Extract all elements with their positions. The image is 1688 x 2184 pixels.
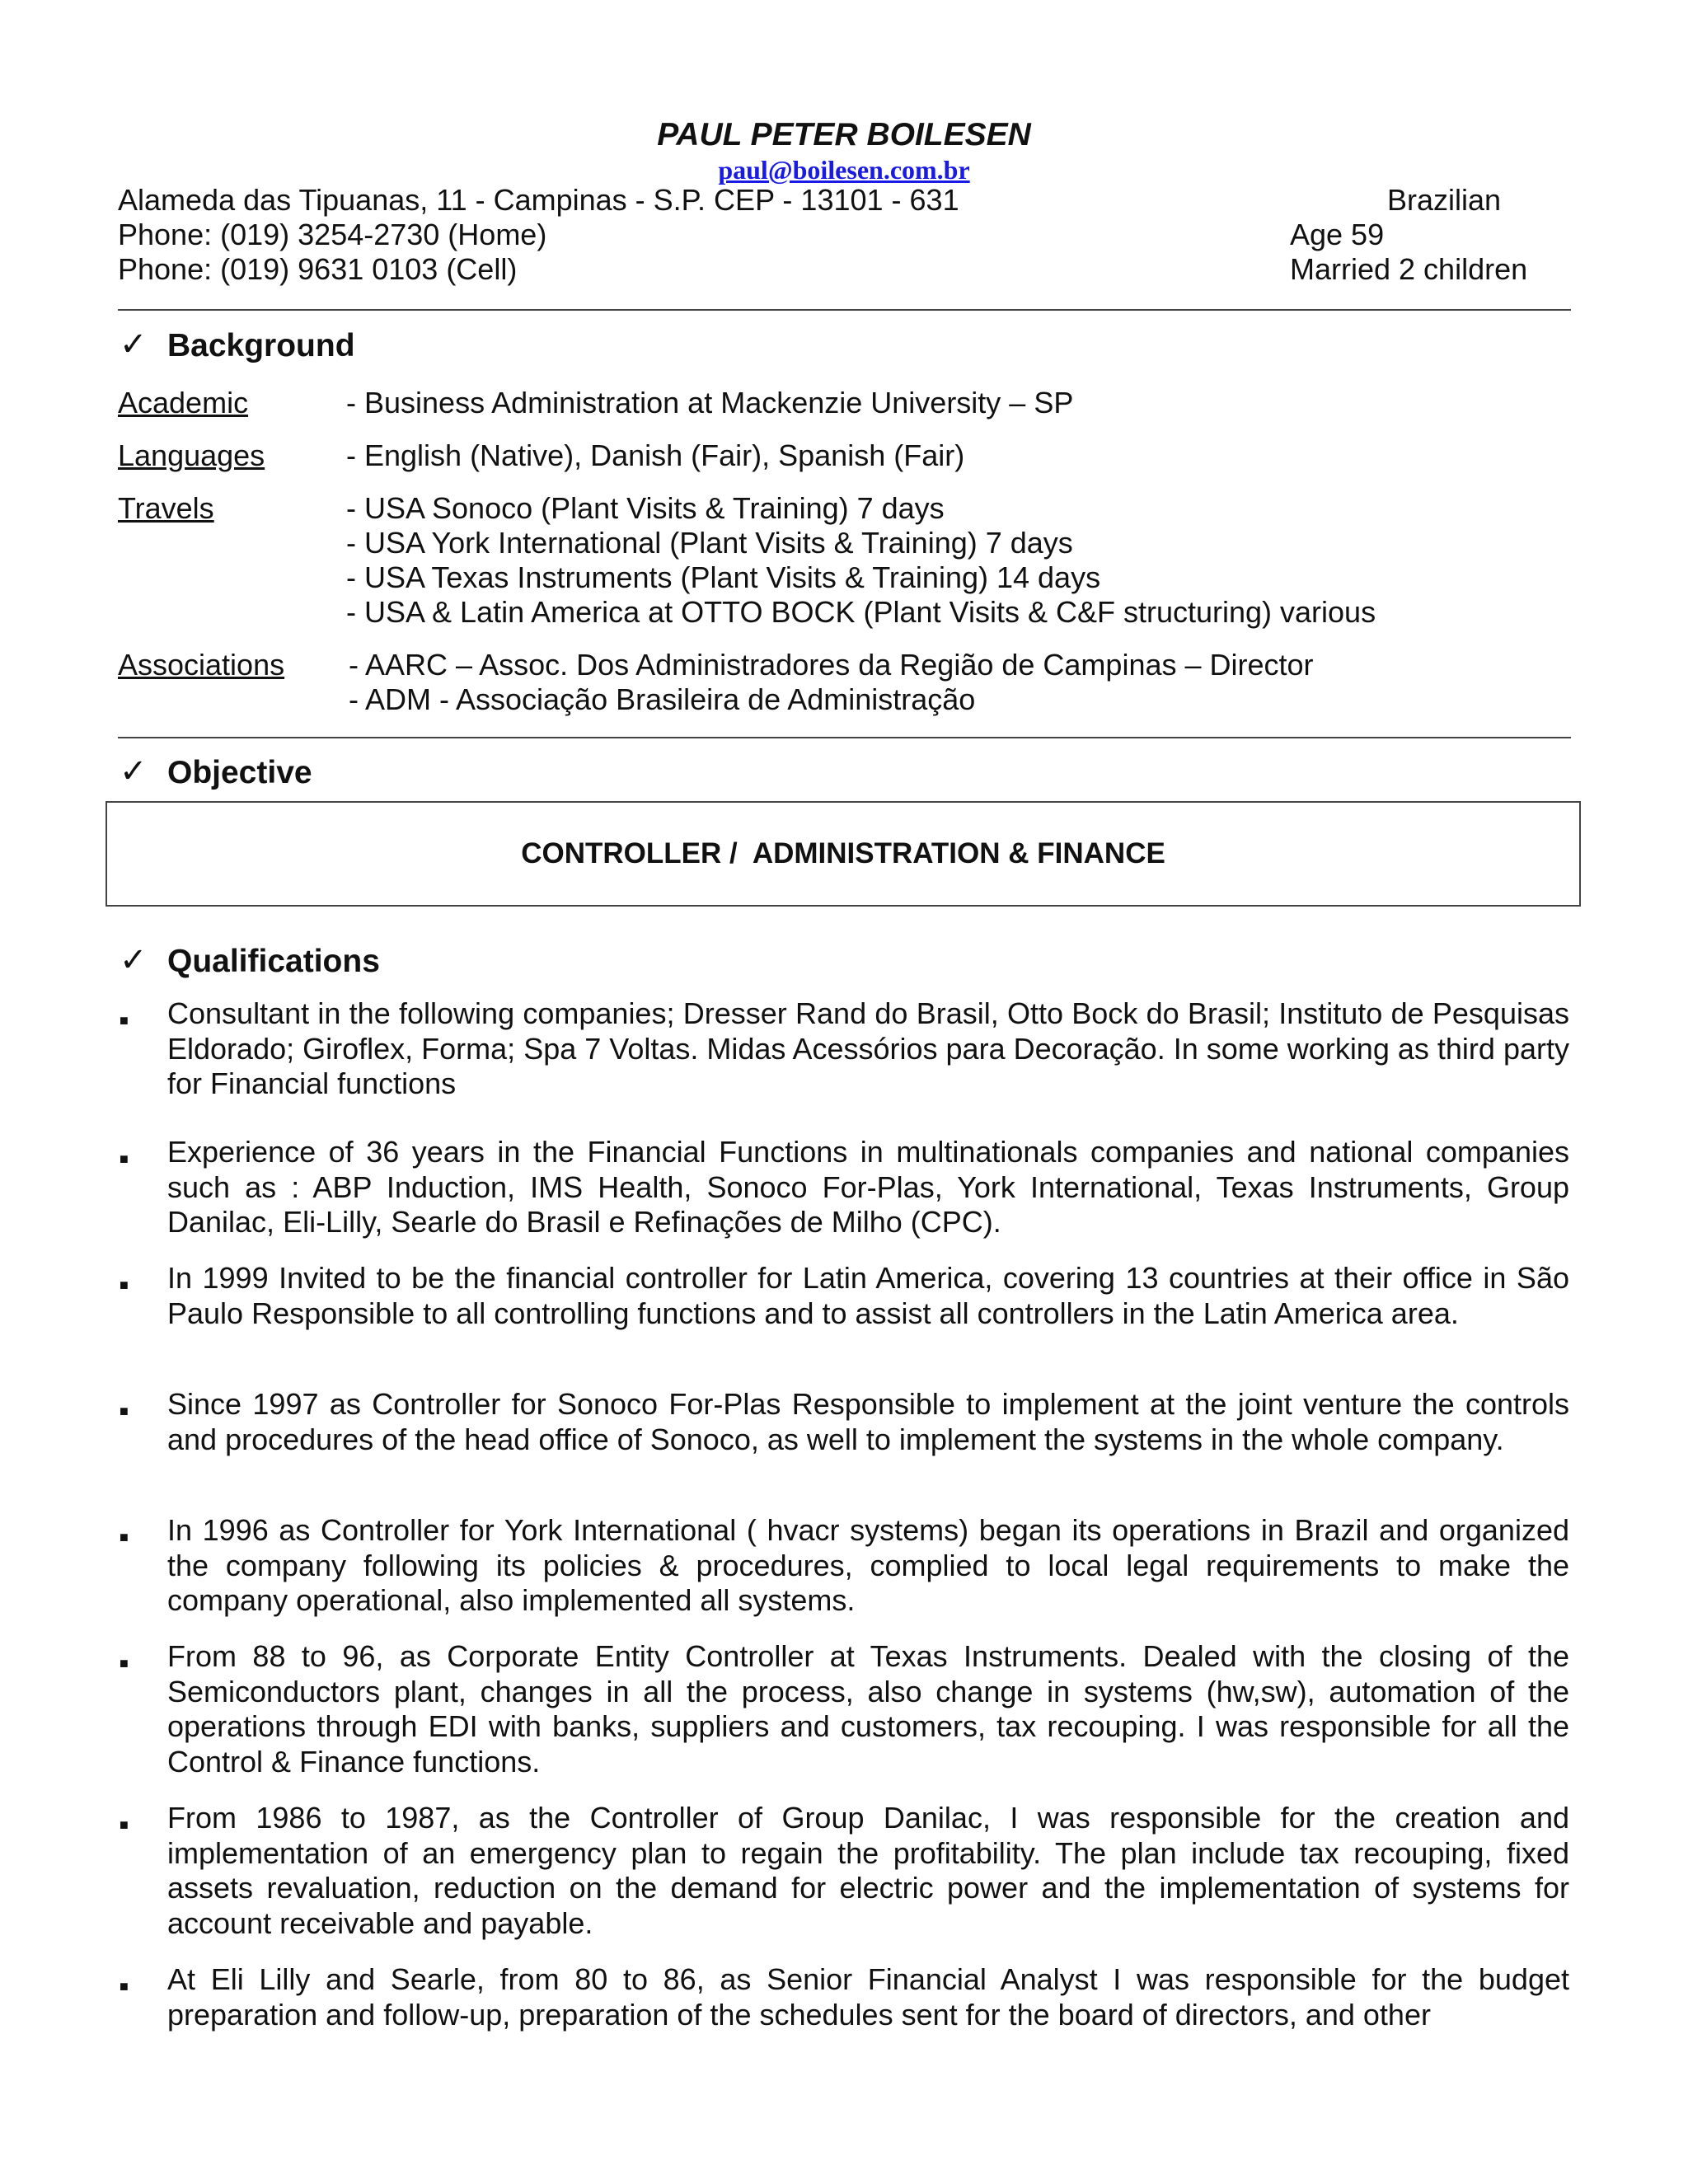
objective-box [106, 801, 1581, 907]
travel-line: - USA & Latin America at OTTO BOCK (Plant Visits & C&F structuring) various [346, 595, 1376, 629]
travel-line: - USA Sonoco (Plant Visits & Training) 7 days [346, 491, 945, 525]
qualification-item: In 1999 Invited to be the financial controller for Latin America, covering 13 countries at their office in São Paulo Responsible to all controlling functions and to assist all controllers in the Latin America area. [167, 1261, 1569, 1330]
bullet-icon: ■ [120, 1978, 129, 1994]
qualification-item: Experience of 36 years in the Financial Functions in multinationals companies and national companies such as : ABP Induction, IMS Health, Sonoco For-Plas, York International, Texas Instruments, Group Danilac, Eli-Lilly, Searle do Brasil e Refinações de Milho (CPC). [167, 1135, 1569, 1239]
check-icon: ✓ [120, 753, 148, 790]
academic-line: - Business Administration at Mackenzie University – SP [346, 386, 1074, 419]
travels-label: Travels [118, 491, 214, 525]
associations-label: Associations [118, 648, 285, 682]
objective-title: Objective [167, 755, 312, 790]
qualifications-title: Qualifications [167, 944, 380, 979]
divider [118, 737, 1571, 738]
phone-cell: Phone: (019) 9631 0103 (Cell) [118, 252, 518, 286]
age: Age 59 [1290, 218, 1385, 251]
address: Alameda das Tipuanas, 11 - Campinas - S.P. CEP - 13101 - 631 [118, 183, 959, 217]
divider [118, 309, 1571, 311]
bullet-icon: ■ [120, 1403, 129, 1419]
qualification-item: In 1996 as Controller for York International ( hvacr systems) began its operations in Brazil and organized the company following its policies & procedures, complied to local legal requirements to make the company operational, also implemented all systems. [167, 1513, 1569, 1617]
bullet-icon: ■ [120, 1277, 129, 1293]
bullet-icon: ■ [120, 1012, 129, 1029]
bullet-icon: ■ [120, 1529, 129, 1545]
marital-status: Married 2 children [1290, 252, 1528, 286]
objective-text: CONTROLLER / ADMINISTRATION & FINANCE [521, 837, 1165, 869]
resume-name: PAUL PETER BOILESEN [657, 117, 1031, 152]
qualification-item: From 88 to 96, as Corporate Entity Controller at Texas Instruments. Dealed with the closing of the Semiconductors plant, changes in all the process, also change in systems (hw,sw), automation of the operations through EDI with banks, suppliers and customers, tax recouping. I was responsible for all the Control & Finance functions. [167, 1639, 1569, 1779]
check-icon: ✓ [120, 942, 148, 978]
travel-line: - USA Texas Instruments (Plant Visits & Training) 14 days [346, 560, 1101, 594]
qualification-item: Consultant in the following companies; Dresser Rand do Brasil, Otto Bock do Brasil; Instituto de Pesquisas Eldorado; Giroflex, Forma; Spa 7 Voltas. Midas Acessórios para Decoração. In some working as third party for Financial functions [167, 996, 1569, 1100]
association-line: - AARC – Assoc. Dos Administradores da Região de Campinas – Director [349, 648, 1314, 682]
check-icon: ✓ [120, 326, 148, 363]
qualification-item: At Eli Lilly and Searle, from 80 to 86, as Senior Financial Analyst I was responsible for the budget preparation and follow-up, preparation of the schedules sent for the board of directors, and other [167, 1962, 1569, 2032]
email-link[interactable]: paul@boilesen.com.br [718, 155, 970, 185]
background-title: Background [167, 328, 355, 363]
association-line: - ADM - Associação Brasileira de Administração [349, 682, 976, 716]
bullet-icon: ■ [120, 1816, 129, 1833]
languages-label: Languages [118, 438, 265, 472]
nationality: Brazilian [1387, 183, 1502, 217]
languages-line: - English (Native), Danish (Fair), Spanish (Fair) [346, 438, 965, 472]
travel-line: - USA York International (Plant Visits & Training) 7 days [346, 526, 1073, 560]
academic-label: Academic [118, 386, 249, 419]
bullet-icon: ■ [120, 1151, 129, 1167]
bullet-icon: ■ [120, 1655, 129, 1671]
qualification-item: Since 1997 as Controller for Sonoco For-Plas Responsible to implement at the joint venture the controls and procedures of the head office of Sonoco, as well to implement the systems in the whole company. [167, 1387, 1569, 1456]
phone-home: Phone: (019) 3254-2730 (Home) [118, 218, 547, 251]
qualification-item: From 1986 to 1987, as the Controller of Group Danilac, I was responsible for the creation and implementation of an emergency plan to regain the profitability. The plan include tax recouping, fixed assets revaluation, reduction on the demand for electric power and the implementation of systems for account receivable and payable. [167, 1801, 1569, 1940]
